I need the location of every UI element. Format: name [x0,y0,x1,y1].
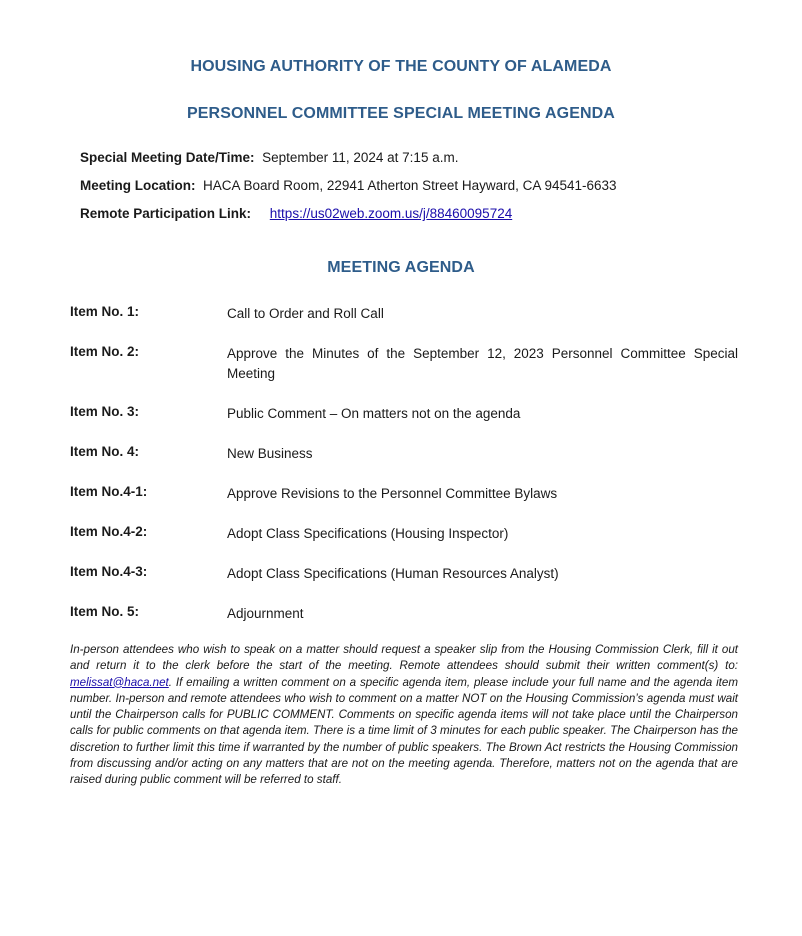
meeting-location-value: HACA Board Room, 22941 Atherton Street Hayward, CA 94541-6633 [203,178,617,193]
agenda-heading: MEETING AGENDA [327,259,475,276]
document-title: PERSONNEL COMMITTEE SPECIAL MEETING AGENDA [187,105,615,122]
meeting-location-label: Meeting Location: [80,178,196,193]
agenda-item-description: Adjournment [227,606,304,621]
notice-text-start: In-person attendees who wish to speak on a matter should request a speaker slip from the Housing Commission Clerk, fill it out and return it to the clerk before the start of the meeting. Remote attendees should submit their written comment(s) to: [70,643,738,673]
remote-link-row [80,206,512,221]
remote-participation-link[interactable]: https://us02web.zoom.us/j/88460095724 [269,206,513,221]
agenda-item-description: Public Comment – On matters not on the agenda [227,406,521,421]
org-title: HOUSING AUTHORITY OF THE COUNTY OF ALAMEDA [190,58,612,75]
agenda-item-number: Item No. 2: [70,344,140,359]
agenda-item-number: Item No. 3: [70,404,140,419]
agenda-item-number: Item No.4-1: [70,484,148,499]
meeting-date-row [80,150,458,165]
agenda-item-number: Item No. 4: [70,444,140,459]
agenda-item-description: Approve the Minutes of the September 12, 2023 Personnel Committee Special Meeting [227,346,738,381]
agenda-item-description: Approve Revisions to the Personnel Committee Bylaws [227,486,558,501]
agenda-item-description: New Business [227,446,313,461]
agenda-item-number: Item No. 1: [70,304,140,319]
agenda-item-description: Adopt Class Specifications (Housing Inspector) [227,526,509,541]
notice-text-end: . If emailing a written comment on a specific agenda item, please include your full name and the agenda item number. In-person and remote attendees who wish to comment on a matter NOT on the Housing Commission’s agenda must wait until the Chairperson calls for PUBLIC COMMENT. Comments on specific agenda items will not take place until the Chairperson calls for public comments on that agenda item. There is a time limit of 3 minutes for each public speaker. The Chairperson has the discretion to further limit this time if warranted by the number of public speakers. The Brown Act restricts the Housing Commission from discussing and/or acting on any matters that are not on the meeting agenda. Therefore, matters not on the agenda that are raised during public comment will be referred to staff. [70,675,738,787]
agenda-item-number: Item No. 5: [70,604,140,619]
remote-link-label: Remote Participation Link: [80,206,252,221]
agenda-item-description: Call to Order and Roll Call [227,306,384,321]
meeting-date-label: Special Meeting Date/Time: [80,150,255,165]
agenda-item-number: Item No.4-3: [70,564,148,579]
clerk-email-link[interactable]: melissat@haca.net [70,675,169,689]
public-comment-notice [70,642,738,789]
meeting-date-value: September 11, 2024 at 7:15 a.m. [262,150,459,165]
agenda-item-number: Item No.4-2: [70,524,148,539]
agenda-item-description: Adopt Class Specifications (Human Resources Analyst) [227,566,559,581]
meeting-location-row [80,178,617,193]
